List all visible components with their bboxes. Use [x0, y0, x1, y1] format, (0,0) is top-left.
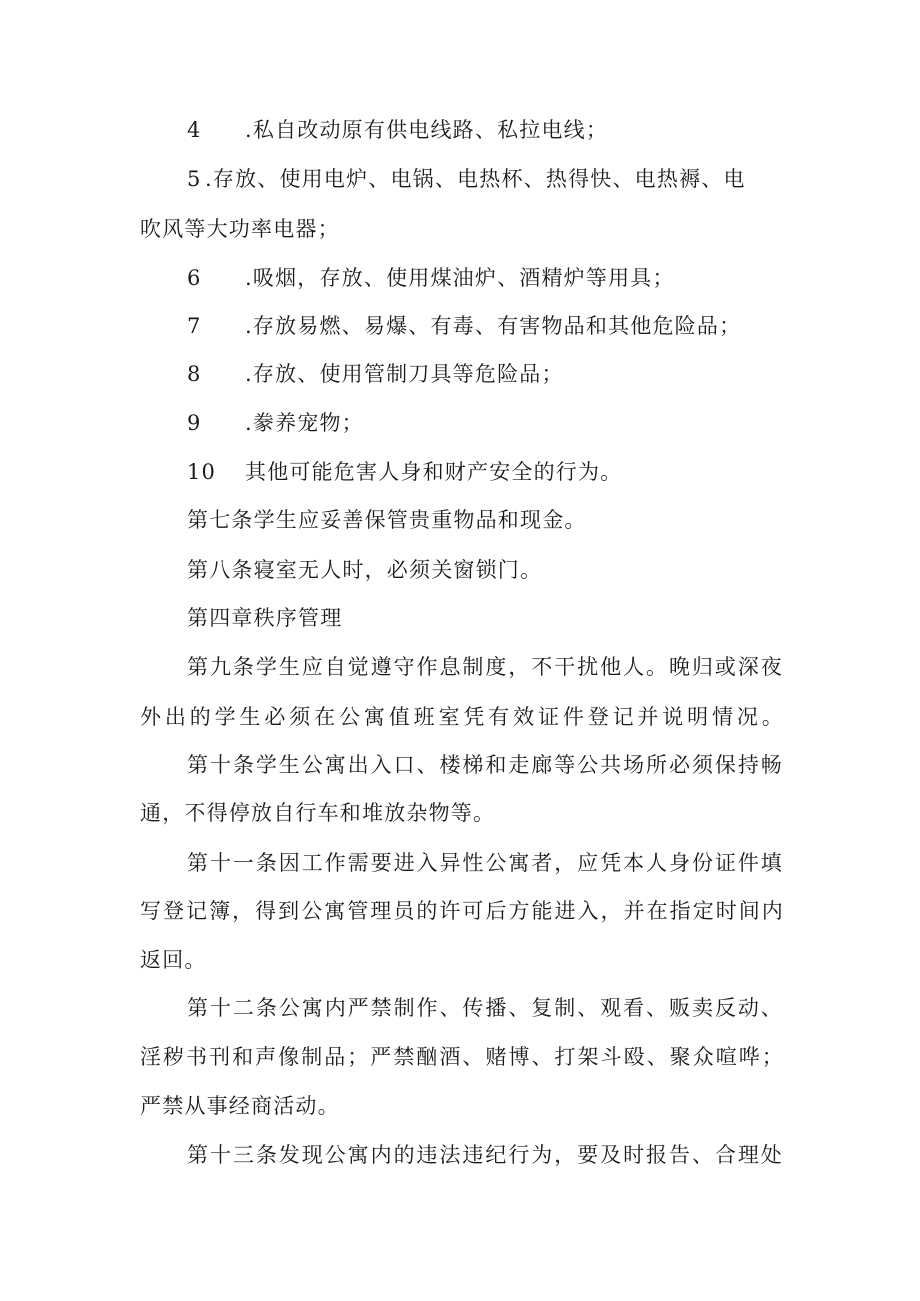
list-item-number: 10	[187, 460, 217, 484]
list-item-number: 8	[187, 362, 202, 386]
article-7: 第七条学生应妥善保管贵重物品和现金。	[187, 508, 587, 532]
list-item	[187, 458, 847, 486]
list-item-text: .存放易燃、易爆、有毒、有害物品和其他危险品；	[245, 314, 742, 338]
list-item-number: 5	[187, 167, 202, 191]
list-item-number: 4	[187, 118, 202, 142]
list-item-number: 7	[187, 314, 202, 338]
list-item-number: 9	[187, 411, 202, 435]
article-12-line-1: 第十二条公寓内严禁制作、传播、复制、观看、贩卖反动、	[187, 996, 783, 1020]
article-10-line-2: 通，不得停放自行车和堆放杂物等。	[140, 801, 496, 825]
list-item	[187, 116, 847, 144]
list-item-text: .豢养宠物；	[245, 411, 364, 435]
article-11-line-2: 写登记簿，得到公寓管理员的许可后方能进入，并在指定时间内	[140, 899, 784, 923]
article-13-line-1: 第十三条发现公寓内的违法违纪行为，要及时报告、合理处	[187, 1143, 783, 1167]
list-item	[187, 409, 847, 437]
list-item	[187, 312, 847, 340]
article-10-line-1: 第十条学生公寓出入口、楼梯和走廊等公共场所必须保持畅	[187, 753, 783, 777]
article-12-line-3: 严禁从事经商活动。	[140, 1094, 340, 1118]
list-item-number: 6	[187, 266, 202, 290]
list-item-text: .吸烟，存放、使用煤油炉、酒精炉等用具；	[245, 266, 675, 290]
list-item-text: .存放、使用电炉、电锅、电热杯、热得快、电热褥、电	[205, 167, 746, 191]
list-item	[187, 264, 847, 292]
chapter-heading: 第四章秩序管理	[187, 606, 343, 630]
article-9-line-1: 第九条学生应自觉遵守作息制度，不干扰他人。晚归或深夜	[187, 655, 783, 679]
article-9-line-2: 外出的学生必须在公寓值班室凭有效证件登记并说明情况。	[140, 705, 784, 729]
list-item-continuation: 吹风等大功率电器；	[140, 217, 340, 241]
article-8: 第八条寝室无人时，必须关窗锁门。	[187, 558, 543, 582]
article-12-line-2: 淫秽书刊和声像制品；严禁酗酒、赌博、打架斗殴、聚众喧哗；	[140, 1045, 784, 1069]
article-11-line-1: 第十一条因工作需要进入异性公寓者，应凭本人身份证件填	[187, 851, 783, 875]
list-item-text: .存放、使用管制刀具等危险品；	[245, 362, 564, 386]
list-item	[187, 165, 847, 193]
article-11-line-3: 返回。	[140, 948, 207, 972]
list-item-text: .私自改动原有供电线路、私拉电线；	[245, 118, 609, 142]
list-item	[187, 360, 847, 388]
list-item-text: 其他可能危害人身和财产安全的行为。	[245, 460, 623, 484]
